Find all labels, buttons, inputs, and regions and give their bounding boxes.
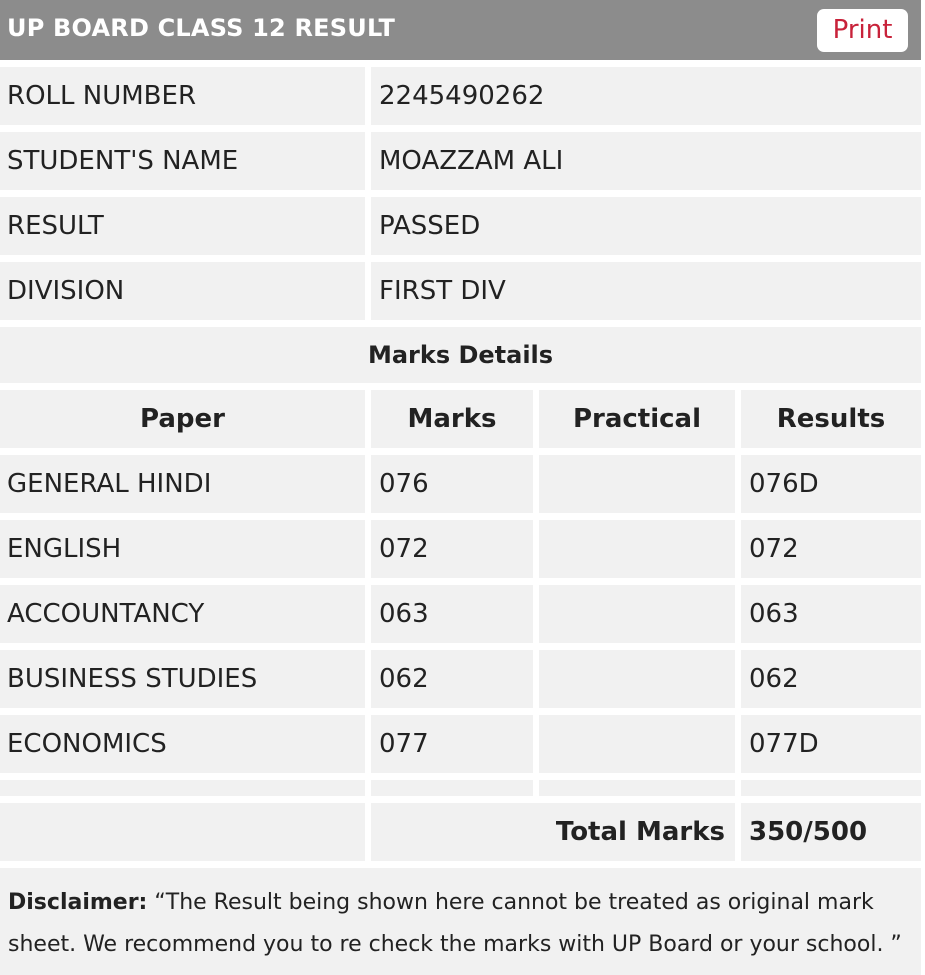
result-value: PASSED (371, 197, 921, 255)
table-row-marks: 063 (371, 585, 533, 643)
disclaimer-label: Disclaimer: (8, 890, 148, 915)
spacer-cell (539, 780, 735, 796)
table-row-practical (539, 520, 735, 578)
disclaimer (0, 868, 921, 975)
print-button[interactable]: Print (817, 9, 908, 52)
table-row-marks: 062 (371, 650, 533, 708)
roll-number-label: ROLL NUMBER (0, 67, 365, 125)
table-row-paper: ENGLISH (0, 520, 365, 578)
table-row-paper: GENERAL HINDI (0, 455, 365, 513)
result-label: RESULT (0, 197, 365, 255)
disclaimer-text: “The Result being shown here cannot be treated as original mark sheet. We recommend you to re check the marks with UP Board or your school. ” (8, 890, 902, 957)
table-row-paper: ACCOUNTANCY (0, 585, 365, 643)
spacer-cell (371, 780, 533, 796)
column-header-paper: Paper (0, 390, 365, 448)
student-name-label: STUDENT'S NAME (0, 132, 365, 190)
table-row-marks: 076 (371, 455, 533, 513)
table-row-practical (539, 455, 735, 513)
division-value: FIRST DIV (371, 262, 921, 320)
division-label: DIVISION (0, 262, 365, 320)
table-row-marks: 077 (371, 715, 533, 773)
marks-details-title: Marks Details (0, 327, 921, 383)
result-header (0, 0, 921, 60)
table-row-result: 063 (741, 585, 921, 643)
table-row-practical (539, 585, 735, 643)
total-marks-label: Total Marks (371, 803, 735, 861)
student-name-value: MOAZZAM ALI (371, 132, 921, 190)
page-title: UP BOARD CLASS 12 RESULT (7, 14, 396, 42)
table-row-result: 077D (741, 715, 921, 773)
table-row-practical (539, 715, 735, 773)
table-row-result: 076D (741, 455, 921, 513)
column-header-results: Results (741, 390, 921, 448)
table-row-paper: BUSINESS STUDIES (0, 650, 365, 708)
table-row-marks: 072 (371, 520, 533, 578)
spacer-cell (741, 780, 921, 796)
spacer-cell (0, 780, 365, 796)
roll-number-value: 2245490262 (371, 67, 921, 125)
table-row-result: 062 (741, 650, 921, 708)
table-row-result: 072 (741, 520, 921, 578)
column-header-practical: Practical (539, 390, 735, 448)
column-header-marks: Marks (371, 390, 533, 448)
table-row-paper: ECONOMICS (0, 715, 365, 773)
total-marks-value: 350/500 (741, 803, 921, 861)
total-empty-cell (0, 803, 365, 861)
table-row-practical (539, 650, 735, 708)
